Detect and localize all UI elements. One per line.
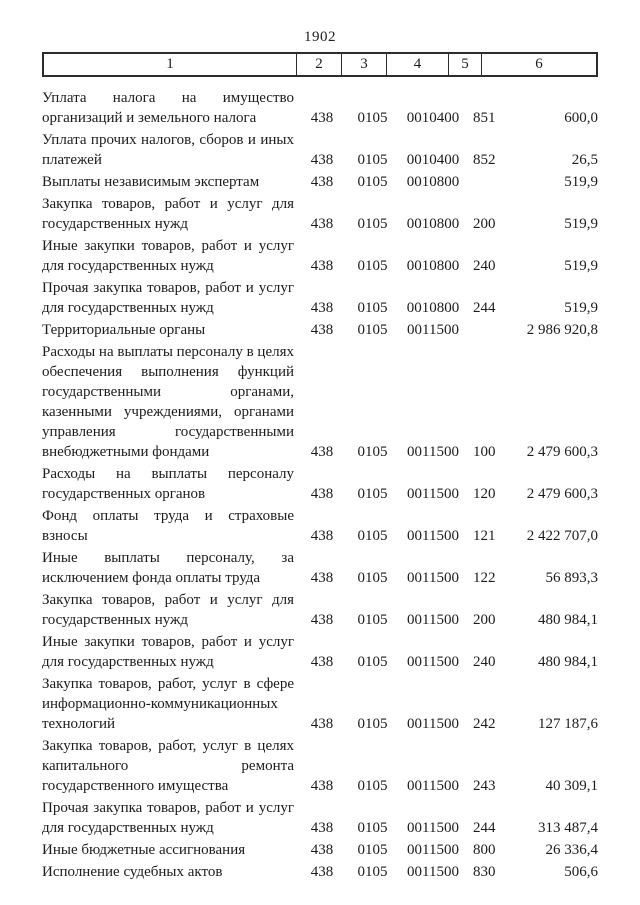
table-row [42, 88, 598, 128]
section-code-cell: 0105 [357, 864, 388, 880]
target-article-cell: 0011500 [407, 444, 459, 460]
target-article-cell: 0011500 [407, 322, 459, 338]
expense-type-cell: 830 [473, 864, 496, 880]
chapter-code-cell: 438 [310, 174, 334, 190]
chapter-code-cell: 438 [310, 612, 334, 628]
table-row [42, 590, 598, 630]
expense-name-cell: Иные выплаты персоналу, за исключением фонда оплаты труда [42, 550, 294, 586]
target-article-cell: 0010400 [406, 152, 460, 168]
section-code-cell: 0105 [357, 528, 388, 544]
table-row [42, 736, 598, 796]
expense-name-cell: Исполнение судебных актов [42, 864, 223, 880]
expense-name-cell: Территориальные органы [42, 322, 206, 338]
amount-cell: 2 986 920,8 [526, 322, 598, 338]
target-article-cell: 0010800 [406, 258, 460, 274]
section-code-cell: 0105 [357, 716, 388, 732]
amount-cell: 56 893,3 [545, 570, 598, 586]
table-row [42, 194, 598, 234]
expense-type-cell: 244 [473, 300, 496, 316]
chapter-code-cell: 438 [310, 216, 334, 232]
expense-name-cell: Иные закупки товаров, работ и услуг для государственных нужд [42, 634, 294, 670]
expense-type-cell: 122 [473, 570, 496, 586]
table-row [42, 236, 598, 276]
amount-cell: 600,0 [564, 110, 598, 126]
target-article-cell: 0011500 [407, 778, 459, 794]
expense-type-cell: 120 [473, 486, 496, 502]
section-code-cell: 0105 [357, 444, 388, 460]
chapter-code-cell: 438 [310, 528, 334, 544]
chapter-code-cell: 438 [310, 842, 334, 858]
chapter-code-cell: 438 [310, 152, 334, 168]
target-article-cell: 0011500 [407, 864, 459, 880]
table-row [42, 172, 598, 192]
target-article-cell: 0010400 [406, 110, 460, 126]
target-article-cell: 0010800 [406, 300, 460, 316]
section-code-cell: 0105 [357, 110, 388, 126]
amount-cell: 480 984,1 [538, 612, 598, 628]
expense-type-cell: 243 [473, 778, 496, 794]
amount-cell: 26,5 [571, 152, 598, 168]
expense-type-cell: 121 [473, 528, 496, 544]
section-code-cell: 0105 [357, 174, 388, 190]
amount-cell: 127 187,6 [538, 716, 598, 732]
chapter-code-cell: 438 [310, 654, 334, 670]
chapter-code-cell: 438 [310, 322, 334, 338]
amount-cell: 40 309,1 [545, 778, 598, 794]
table-row [42, 840, 598, 860]
page-number: 1902 [304, 29, 336, 45]
table-row [42, 506, 598, 546]
expense-name-cell: Расходы на выплаты персоналу в целях обеспечения выполнения функций государственными органами, казенными учреждениями, органами управления государственными внебюджетными фондами [42, 344, 294, 460]
expense-name-cell: Закупка товаров, работ и услуг для государственных нужд [42, 196, 294, 232]
chapter-code-cell: 438 [310, 110, 334, 126]
table-row [42, 320, 598, 340]
chapter-code-cell: 438 [310, 258, 334, 274]
table-row [42, 798, 598, 838]
expense-name-cell: Уплата прочих налогов, сборов и иных платежей [42, 132, 294, 168]
expense-type-cell: 244 [473, 820, 496, 836]
target-article-cell: 0011500 [407, 820, 459, 836]
chapter-code-cell: 438 [310, 444, 334, 460]
column-number-5: 5 [448, 54, 481, 75]
column-number-3: 3 [341, 54, 386, 75]
section-code-cell: 0105 [357, 654, 388, 670]
amount-cell: 2 479 600,3 [526, 486, 598, 502]
amount-cell: 519,9 [564, 258, 598, 274]
expense-type-cell: 200 [473, 612, 496, 628]
section-code-cell: 0105 [357, 300, 388, 316]
section-code-cell: 0105 [357, 612, 388, 628]
column-number-4: 4 [386, 54, 448, 75]
expense-name-cell: Прочая закупка товаров, работ и услуг для государственных нужд [42, 800, 294, 836]
column-number-2: 2 [296, 54, 341, 75]
table-row [42, 342, 598, 462]
table-row [42, 548, 598, 588]
chapter-code-cell: 438 [310, 570, 334, 586]
chapter-code-cell: 438 [310, 486, 334, 502]
expense-name-cell: Закупка товаров, работ и услуг для государственных нужд [42, 592, 294, 628]
table-row [42, 464, 598, 504]
chapter-code-cell: 438 [310, 300, 334, 316]
expense-name-cell: Фонд оплаты труда и страховые взносы [42, 508, 294, 544]
expense-name-cell: Иные бюджетные ассигнования [42, 842, 246, 858]
expense-name-cell: Иные закупки товаров, работ и услуг для государственных нужд [42, 238, 294, 274]
table-row [42, 278, 598, 318]
amount-cell: 519,9 [564, 174, 598, 190]
table-body [42, 88, 598, 882]
section-code-cell: 0105 [357, 570, 388, 586]
expense-type-cell: 100 [473, 444, 496, 460]
target-article-cell: 0010800 [406, 174, 460, 190]
section-code-cell: 0105 [357, 842, 388, 858]
table-row [42, 632, 598, 672]
column-number-1: 1 [166, 56, 174, 72]
amount-cell: 26 336,4 [545, 842, 598, 858]
target-article-cell: 0011500 [407, 486, 459, 502]
amount-cell: 480 984,1 [538, 654, 598, 670]
target-article-cell: 0011500 [407, 654, 459, 670]
expense-type-cell: 240 [473, 654, 496, 670]
section-code-cell: 0105 [357, 486, 388, 502]
expense-name-cell: Уплата налога на имущество организаций и земельного налога [42, 90, 294, 126]
table-header-row [42, 52, 598, 77]
expense-name-cell: Прочая закупка товаров, работ и услуг для государственных нужд [42, 280, 294, 316]
target-article-cell: 0011500 [407, 570, 459, 586]
section-code-cell: 0105 [357, 778, 388, 794]
section-code-cell: 0105 [357, 152, 388, 168]
amount-cell: 2 422 707,0 [526, 528, 598, 544]
expense-name-cell: Закупка товаров, работ, услуг в целях капитального ремонта государственного имущества [42, 738, 294, 794]
expense-type-cell: 852 [473, 152, 496, 168]
expense-type-cell: 240 [473, 258, 496, 274]
amount-cell: 313 487,4 [538, 820, 598, 836]
expense-name-cell: Выплаты независимым экспертам [42, 174, 260, 190]
expense-type-cell: 200 [473, 216, 496, 232]
target-article-cell: 0011500 [407, 612, 459, 628]
amount-cell: 506,6 [564, 864, 598, 880]
section-code-cell: 0105 [357, 216, 388, 232]
expense-type-cell: 242 [473, 716, 496, 732]
chapter-code-cell: 438 [310, 820, 334, 836]
amount-cell: 519,9 [564, 216, 598, 232]
table-row [42, 130, 598, 170]
column-number-6: 6 [481, 54, 596, 75]
chapter-code-cell: 438 [310, 716, 334, 732]
chapter-code-cell: 438 [310, 864, 334, 880]
table-row [42, 862, 598, 882]
amount-cell: 2 479 600,3 [526, 444, 598, 460]
section-code-cell: 0105 [357, 322, 388, 338]
target-article-cell: 0010800 [406, 216, 460, 232]
expense-name-cell: Расходы на выплаты персоналу государственных органов [42, 466, 294, 502]
target-article-cell: 0011500 [407, 842, 459, 858]
chapter-code-cell: 438 [310, 778, 334, 794]
section-code-cell: 0105 [357, 820, 388, 836]
expense-type-cell: 851 [473, 110, 496, 126]
expense-name-cell: Закупка товаров, работ, услуг в сфере информационно-коммуникационных технологий [42, 676, 294, 732]
table-row [42, 674, 598, 734]
target-article-cell: 0011500 [407, 716, 459, 732]
section-code-cell: 0105 [357, 258, 388, 274]
expense-type-cell: 800 [473, 842, 496, 858]
amount-cell: 519,9 [564, 300, 598, 316]
target-article-cell: 0011500 [407, 528, 459, 544]
